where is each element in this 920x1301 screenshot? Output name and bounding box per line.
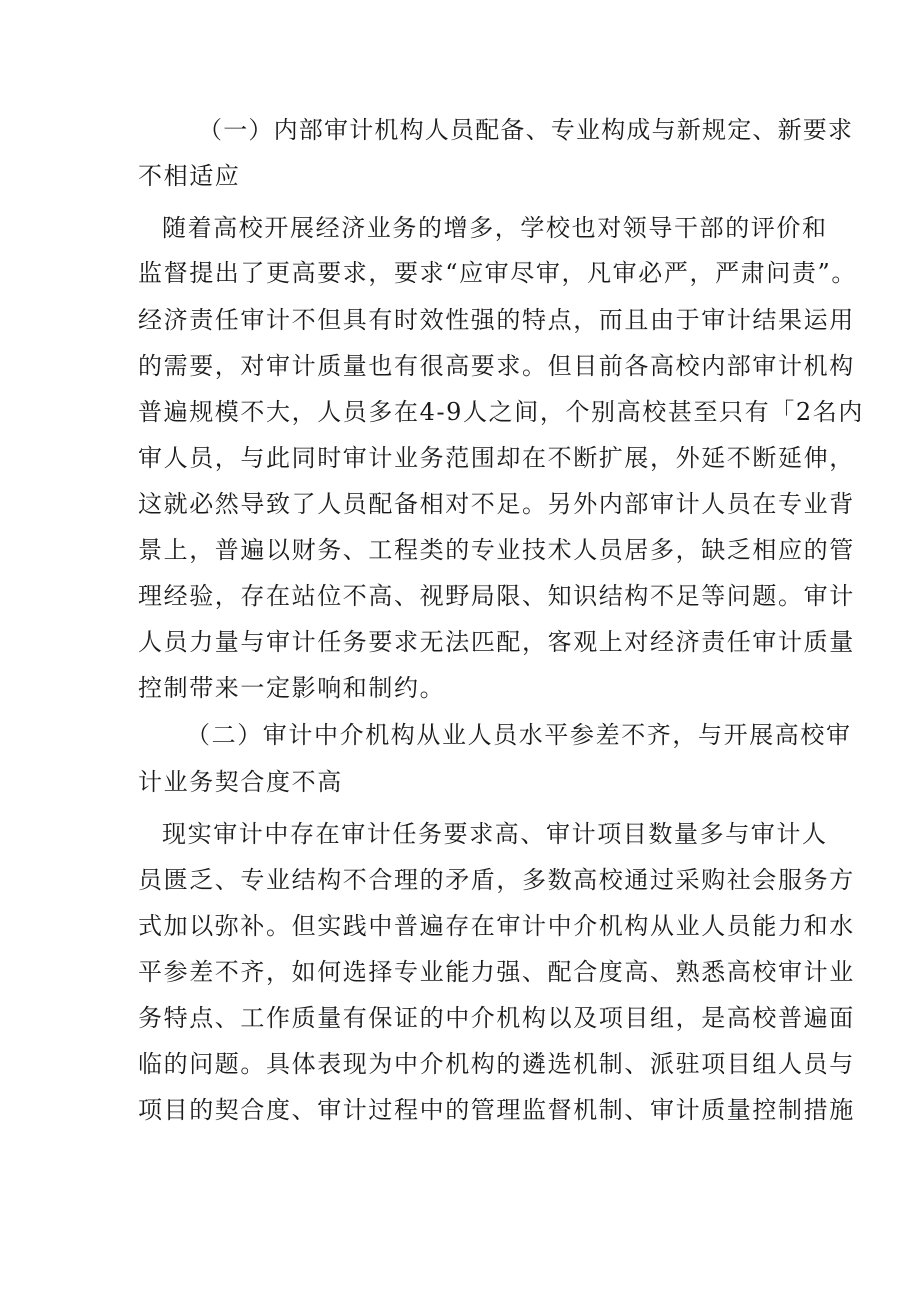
- section2-paragraph-line: 务特点、工作质量有保证的中介机构以及项目组，是高校普遍面: [138, 1004, 855, 1032]
- section1-paragraph-line: 经济责任审计不但具有时效性强的特点，而且由于审计结果运用: [138, 306, 855, 334]
- section2-heading-line-2: 计业务契合度不高: [138, 768, 343, 796]
- section1-paragraph-line: 景上，普遍以财务、工程类的专业技术人员居多，缺乏相应的管: [138, 536, 855, 564]
- section1-paragraph-line: 理经验，存在站位不高、视野局限、知识结构不足等问题。审计: [138, 582, 855, 610]
- section1-paragraph-line: 人员力量与审计任务要求无法匹配，客观上对经济责任审计质量: [138, 628, 855, 656]
- section1-paragraph-line: 控制带来一定影响和制约。: [138, 674, 446, 702]
- section1-paragraph-line: 的需要，对审计质量也有很高要求。但目前各高校内部审计机构: [138, 352, 855, 380]
- section2-paragraph-line: 临的问题。具体表现为中介机构的遴选机制、派驻项目组人员与: [138, 1050, 855, 1078]
- section2-paragraph-line: 项目的契合度、审计过程中的管理监督机制、审计质量控制措施: [138, 1096, 855, 1124]
- section2-paragraph-line: 式加以弥补。但实践中普遍存在审计中介机构从业人员能力和水: [138, 912, 855, 940]
- section1-paragraph-line: 审人员，与此同时审计业务范围却在不断扩展，外延不断延伸，: [138, 444, 855, 472]
- section1-paragraph-line: 普遍规模不大，人员多在4-9人之间，个别高校甚至只有「2名内: [138, 398, 864, 426]
- section2-paragraph-line: 现实审计中存在审计任务要求高、审计项目数量多与审计人: [162, 820, 828, 848]
- section1-heading-line-2: 不相适应: [138, 162, 241, 190]
- section1-heading-line-1: （一）内部审计机构人员配备、专业构成与新规定、新要求: [198, 116, 854, 144]
- section2-paragraph-line: 平参差不齐，如何选择专业能力强、配合度高、熟悉高校审计业: [138, 958, 855, 986]
- section2-heading-line-1: （二）审计中介机构从业人员水平参差不齐，与开展高校审: [186, 721, 852, 749]
- section1-paragraph-line: 这就必然导致了人员配备相对不足。另外内部审计人员在专业背: [138, 490, 855, 518]
- section1-paragraph-line: 随着高校开展经济业务的增多，学校也对领导干部的评价和: [162, 214, 828, 242]
- section1-paragraph-line: 监督提出了更高要求，要求“应审尽审，凡审必严，严肃问责”。: [138, 259, 857, 287]
- section2-paragraph-line: 员匮乏、专业结构不合理的矛盾，多数高校通过采购社会服务方: [138, 866, 855, 894]
